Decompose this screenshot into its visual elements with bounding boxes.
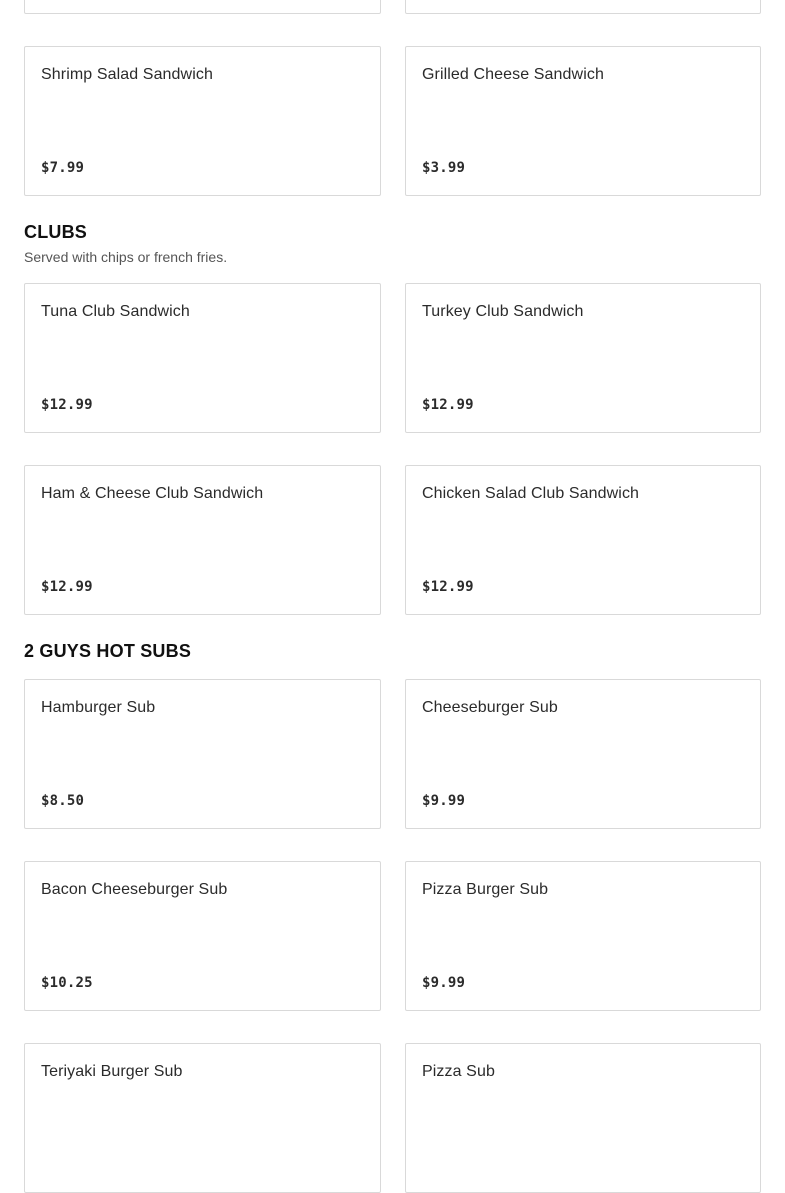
menu-item-card[interactable] — [24, 46, 381, 196]
menu-item-price: $12.99 — [422, 397, 474, 413]
menu-item-name: Cheeseburger Sub — [422, 699, 558, 716]
menu-item-card[interactable] — [405, 861, 761, 1011]
section-subtitle: Served with chips or french fries. — [24, 249, 228, 265]
menu-item-card[interactable] — [24, 465, 381, 615]
menu-item-name: Tuna Club Sandwich — [41, 303, 190, 320]
menu-item-name: Shrimp Salad Sandwich — [41, 66, 213, 83]
menu-item-price: $10.25 — [41, 975, 93, 991]
menu-item-card[interactable] — [405, 46, 761, 196]
section-title: 2 GUYS HOT SUBS — [24, 641, 192, 661]
menu-item-card[interactable] — [24, 283, 381, 433]
menu-item-price: $8.50 — [41, 793, 85, 809]
menu-item-card[interactable] — [405, 465, 761, 615]
menu-item-card[interactable] — [405, 679, 761, 829]
menu-item-name: Chicken Salad Club Sandwich — [422, 485, 640, 502]
menu-grid-clubs — [0, 283, 785, 615]
menu-item-name: Turkey Club Sandwich — [422, 303, 584, 320]
section-title: CLUBS — [24, 222, 87, 242]
menu-item-card[interactable] — [24, 0, 381, 14]
menu-item-card[interactable] — [405, 283, 761, 433]
menu-item-price: $9.99 — [422, 975, 466, 991]
menu-item-name: Pizza Sub — [422, 1063, 495, 1080]
menu-item-name: Ham & Cheese Club Sandwich — [41, 485, 264, 502]
menu-item-card[interactable] — [24, 679, 381, 829]
menu-item-price: $12.99 — [41, 579, 93, 595]
menu-item-price: $3.99 — [422, 160, 466, 176]
section-header-hot-subs — [0, 638, 785, 664]
menu-item-card[interactable] — [405, 1043, 761, 1193]
menu-grid-hot-subs — [0, 679, 785, 1193]
menu-item-price: $12.99 — [41, 397, 93, 413]
menu-item-card[interactable] — [405, 0, 761, 14]
menu-item-name: Grilled Cheese Sandwich — [422, 66, 604, 83]
menu-item-price: $12.99 — [422, 579, 474, 595]
section-header-clubs — [0, 219, 785, 266]
menu-item-name: Pizza Burger Sub — [422, 881, 549, 898]
menu-item-name: Teriyaki Burger Sub — [41, 1063, 183, 1080]
menu-item-name: Bacon Cheeseburger Sub — [41, 881, 228, 898]
menu-item-price: $9.99 — [422, 793, 466, 809]
menu-item-name: Hamburger Sub — [41, 699, 156, 716]
menu-item-price: $7.99 — [41, 160, 85, 176]
menu-item-card[interactable] — [24, 1043, 381, 1193]
menu-grid-sandwiches-top — [0, 0, 785, 196]
menu-item-card[interactable] — [24, 861, 381, 1011]
